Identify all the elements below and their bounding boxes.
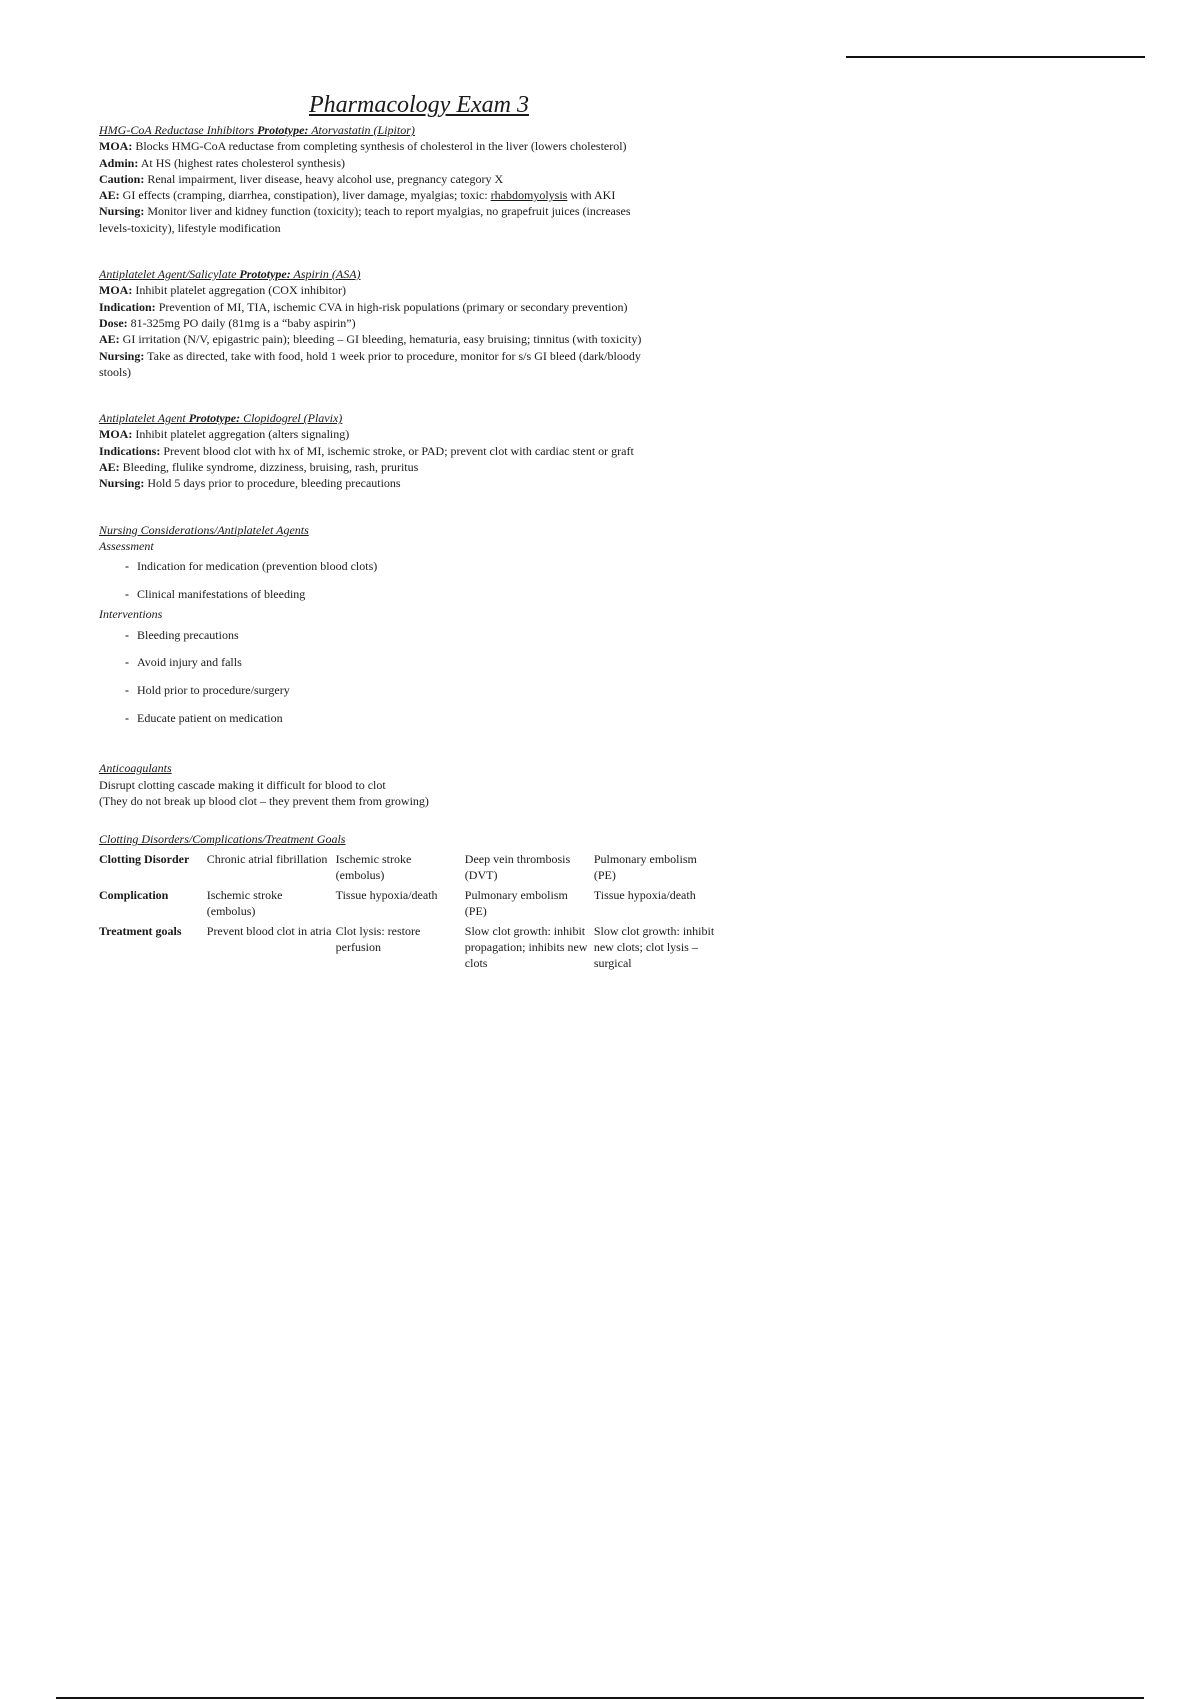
list-item [125,627,739,643]
field-label: Dose: [99,315,128,330]
field-label: MOA: [99,139,133,154]
field-value: Hold 5 days prior to procedure, bleeding precautions [147,476,401,491]
section-clopidogrel [99,410,739,491]
moa-line [99,138,739,154]
field-label: MOA: [99,427,133,442]
section-anticoagulants [99,760,739,809]
table-row [99,887,723,923]
field-label: AE: [99,332,120,347]
ae-line [99,459,739,475]
section-nursing-considerations [99,522,739,727]
field-value: Take as directed, take with food, hold 1 week prior to procedure, monitor for s/s GI bleed (dark/bloody [147,348,641,363]
page-title: Pharmacology Exam 3 [309,92,529,118]
admin-line [99,155,739,171]
field-label: Caution: [99,171,145,186]
subheading-assessment: Assessment [99,538,154,553]
clotting-table [99,851,723,975]
field-value: Prevent blood clot with hx of MI, ischemic stroke, or PAD; prevent clot with cardiac stent or graft [163,443,634,458]
body-line: Disrupt clotting cascade making it difficult for blood to clot [99,777,386,792]
prototype-name: Atorvastatin (Lipitor) [311,123,415,137]
bullet-dash-icon: - [125,559,129,574]
bullet-dash-icon: - [125,627,129,642]
indication-line [99,299,739,315]
heading-text: HMG-CoA Reductase Inhibitors [99,123,255,137]
table-cell: Pulmonary embolism (PE) [593,851,697,882]
prototype-label: Prototype: [257,123,309,137]
list-item [125,710,739,726]
nursing-line-continued: stools) [99,364,132,379]
underlined-term: rhabdomyolysis [490,188,568,203]
bottom-rule [56,1697,1144,1699]
table-row [99,923,723,975]
nursing-line [99,203,739,219]
table-cell: Ischemic stroke (embolus) [206,887,283,918]
field-label: Indication: [99,299,156,314]
list-item [125,558,739,574]
field-value: Blocks HMG-CoA reductase from completing synthesis of cholesterol in the liver (lowers cholesterol) [135,139,627,154]
list-item-text: Hold prior to procedure/surgery [137,683,290,698]
prototype-label: Prototype: [188,411,241,426]
field-value: Prevention of MI, TIA, ischemic CVA in high-risk populations (primary or secondary prevention) [158,299,628,314]
table-row [99,851,723,887]
indications-line [99,443,739,459]
field-value: GI effects (cramping, diarrhea, constipation), liver damage, myalgias; toxic: [122,188,488,203]
bullet-dash-icon: - [125,711,129,726]
table-cell: Chronic atrial fibrillation [206,851,328,866]
section-heading: Nursing Considerations/Antiplatelet Agents [99,522,309,537]
field-value: Inhibit platelet aggregation (alters signaling) [135,427,350,442]
list-item [125,654,739,670]
table-cell: Tissue hypoxia/death [593,887,696,902]
field-label: Nursing: [99,204,145,219]
moa-line [99,282,739,298]
bullet-dash-icon: - [125,587,129,602]
heading-text: Antiplatelet Agent/Salicylate [99,267,237,282]
field-label: Nursing: [99,476,145,491]
field-value: Bleeding, flulike syndrome, dizziness, bruising, rash, pruritus [122,460,419,475]
caution-line [99,171,739,187]
section-clotting-table [99,831,739,974]
field-label: MOA: [99,283,133,298]
interventions-list [99,627,739,727]
section-heading: Clotting Disorders/Complications/Treatment Goals [99,832,346,847]
section-heading: Anticoagulants [99,761,172,776]
field-label: Admin: [99,155,139,170]
list-item-text: Educate patient on medication [137,711,283,726]
document-page [99,90,739,975]
top-rule [846,56,1145,58]
assessment-list [99,558,739,602]
field-value: Renal impairment, liver disease, heavy alcohol use, pregnancy category X [147,171,504,186]
table-cell: Ischemic stroke (embolus) [335,851,412,882]
field-value: GI irritation (N/V, epigastric pain); bleeding – GI bleeding, hematuria, easy bruising; tinnitus (with toxicity) [122,332,642,347]
heading-text: Antiplatelet Agent [99,411,186,426]
body-line: (They do not break up blood clot – they prevent them from growing) [99,793,429,808]
prototype-name: Aspirin (ASA) [293,267,361,282]
field-label: AE: [99,188,120,203]
table-cell: Clot lysis: restore perfusion [335,923,421,954]
section-aspirin [99,266,739,380]
list-item [125,586,739,602]
section-heading [99,410,739,426]
ae-line [99,187,739,203]
field-value: with AKI [570,188,616,203]
dose-line [99,315,739,331]
table-cell: Pulmonary embolism (PE) [464,887,568,918]
table-cell: Slow clot growth: inhibit propagation; inhibits new clots [464,923,588,970]
table-cell: Prevent blood clot in atria [206,923,332,938]
field-label: AE: [99,460,120,475]
subheading-interventions: Interventions [99,607,163,622]
ae-line [99,331,739,347]
field-value: At HS (highest rates cholesterol synthesis) [140,155,345,170]
table-cell: Deep vein thrombosis (DVT) [464,851,571,882]
prototype-name: Clopidogrel (Plavix) [243,411,343,426]
bullet-dash-icon: - [125,683,129,698]
field-value: Monitor liver and kidney function (toxicity); teach to report myalgias, no grapefruit juices (increases [147,204,631,219]
bullet-dash-icon: - [125,655,129,670]
nursing-line [99,475,739,491]
row-label: Complication [99,887,169,902]
field-label: Indications: [99,443,161,458]
moa-line [99,426,739,442]
list-item-text: Bleeding precautions [137,627,239,642]
nursing-line [99,348,739,364]
prototype-label: Prototype: [239,267,291,282]
list-item [125,682,739,698]
list-item-text: Avoid injury and falls [137,655,242,670]
section-statins [99,122,739,236]
row-label: Treatment goals [99,923,182,938]
field-label: Nursing: [99,348,145,363]
section-heading [99,266,739,282]
row-label: Clotting Disorder [99,851,190,866]
list-item-text: Indication for medication (prevention blood clots) [137,559,378,574]
field-value: 81-325mg PO daily (81mg is a “baby aspirin”) [130,315,356,330]
nursing-line-continued: levels-toxicity), lifestyle modification [99,220,281,235]
table-cell: Tissue hypoxia/death [335,887,438,902]
field-value: Inhibit platelet aggregation (COX inhibitor) [135,283,346,298]
section-heading [99,122,739,138]
table-cell: Slow clot growth: inhibit new clots; clot lysis – surgical [593,923,715,970]
list-item-text: Clinical manifestations of bleeding [137,587,306,602]
